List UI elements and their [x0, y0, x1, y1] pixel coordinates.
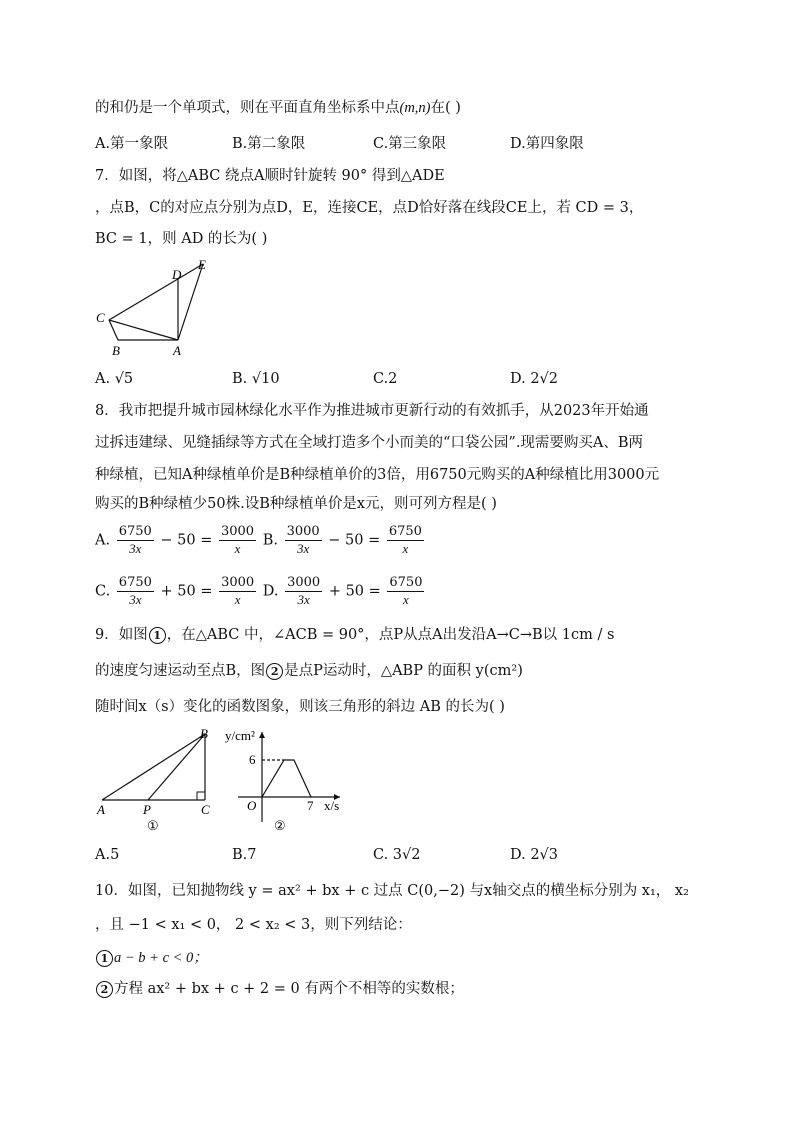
q9-line1: 9．如图 1 ，在△ABC 中，∠ACB = 90°，点P从点A出发沿A→C→B以 1cm / s: [95, 627, 615, 643]
q10-line1: 10．如图，已知抛物线 y = ax² + bx + c 过点 C(0,−2) 与x轴交点的横坐标分别为 x₁， x₂: [95, 883, 689, 899]
q10-item-1-mark: 1: [96, 950, 113, 967]
q10-item-1: 1 a − b + c < 0；: [95, 948, 208, 968]
q7-segment-cb: [109, 320, 118, 340]
q9-y-arrow: [259, 732, 265, 738]
q9-line3: 随时间x（s）变化的函数图象，则该三角形的斜边 AB 的长为( ): [95, 699, 505, 715]
q9-y-axis-label: y/cm²: [225, 728, 255, 743]
q7-figure: [92, 254, 222, 360]
q7-segment-ce: [109, 264, 203, 320]
q9-right-angle-mark: [197, 792, 205, 800]
q9-figure-1: [92, 724, 222, 834]
q7-label-d: D: [172, 267, 182, 282]
q9-label-c: C: [201, 802, 210, 817]
q8-line2: 过拆违建绿、见缝插绿等方式在全域打造多个小而美的“口袋公园”.现需要购买A、B两: [95, 435, 644, 451]
q8-a-frac2: $\frac{3000}{x}$: [220, 524, 255, 556]
figure-2-mark: 2: [266, 663, 283, 680]
q10-item-2: 2 方程 ax² + bx + c + 2 = 0 有两个不相等的实数根；: [95, 979, 464, 999]
q6-option-c: C.第三象限: [373, 136, 447, 152]
q6-option-a: A.第一象限: [95, 136, 169, 152]
q7-option-d: D. 2√2: [510, 371, 559, 387]
q10-line2: ，且 −1 < x₁ < 0， 2 < x₂ < 3，则下列结论：: [95, 917, 412, 933]
q8-option-ab-row: A. $\frac{6750}{3x}$ − 50 = $\frac{3000}{x}$ B. $\frac{3000}{3x}$ − 50 = $\frac{6750}{x}$: [95, 524, 422, 556]
q7-line1: 7．如图，将△ABC 绕点A顺时针旋转 90° 得到△ADE: [95, 168, 445, 184]
q9-figure-2: [222, 724, 352, 834]
q9-x-axis-label: x/s: [324, 798, 340, 813]
q9-line2: 的速度匀速运动至点B，图 2 是点P运动时，△ABP 的面积 y(cm²): [95, 663, 523, 679]
q8-line4: 购买的B种绿植少50株.设B种绿植单价是x元，则可列方程是( ): [95, 496, 497, 512]
figure-1-mark: 1: [149, 627, 166, 644]
q9-label-a: A: [97, 802, 105, 817]
q9-segment-pb: [148, 734, 205, 800]
q7-option-b: B. √10: [232, 371, 280, 387]
q8-option-cd-row: C. $\frac{6750}{3x}$ + 50 = $\frac{3000}{x}$ D. $\frac{3000}{3x}$ + 50 = $\frac{6750}{x}$: [95, 575, 423, 607]
q6-option-d: D.第四象限: [510, 136, 584, 152]
q9-tick-6: 6: [249, 752, 256, 767]
q9-option-c: C. 3√2: [373, 847, 421, 863]
q8-c-frac2: $\frac{3000}{x}$: [221, 575, 255, 607]
q8-a-frac1: $\frac{6750}{3x}$: [118, 524, 152, 556]
q7-line2: ，点B，C的对应点分别为点D，E，连接CE，点D恰好落在线段CE上，若 CD = 3，: [95, 200, 644, 216]
q9-option-b: B.7: [232, 847, 257, 863]
q6-option-b: B.第二象限: [232, 136, 306, 152]
q8-d-frac2: $\frac{6750}{x}$: [389, 575, 423, 607]
q10-item-2-mark: 2: [96, 981, 113, 998]
q7-label-b: B: [112, 343, 120, 358]
q9-area-graph: [262, 760, 311, 797]
q8-line3: 种绿植，已知A种绿植单价是B种绿植单价的3倍，用6750元购买的A种绿植比用3000元: [95, 467, 660, 483]
q8-b-frac2: $\frac{6750}{x}$: [388, 524, 422, 556]
q7-option-c: C.2: [373, 371, 398, 387]
q9-segment-ab: [102, 734, 205, 800]
q9-figure-1-caption: ①: [147, 818, 159, 833]
q9-figure-2-caption: ②: [274, 818, 286, 833]
q7-line3: BC = 1，则 AD 的长为( ): [95, 231, 268, 247]
q9-label-b: B: [200, 726, 208, 741]
q9-origin-label: O: [247, 798, 257, 813]
q9-tick-7: 7: [307, 798, 314, 813]
q8-d-frac1: $\frac{3000}{3x}$: [287, 575, 321, 607]
q9-option-d: D. 2√3: [510, 847, 559, 863]
q7-label-c: C: [96, 310, 105, 325]
q7-option-a: A. √5: [95, 371, 134, 387]
q9-option-a: A.5: [95, 847, 120, 863]
q7-segment-ea: [178, 264, 203, 340]
q8-b-frac1: $\frac{3000}{3x}$: [286, 524, 320, 556]
q7-label-a: A: [173, 343, 181, 358]
q8-line1: 8．我市把提升城市园林绿化水平作为推进城市更新行动的有效抓手，从2023年开始通: [95, 403, 649, 419]
q9-label-p: P: [143, 802, 151, 817]
q8-c-frac1: $\frac{6750}{3x}$: [118, 575, 152, 607]
q7-segment-ca: [109, 320, 178, 340]
q6-stem: 的和仍是一个单项式，则在平面直角坐标系中点(m,n)在( ): [95, 100, 461, 116]
q7-label-e: E: [198, 257, 206, 272]
